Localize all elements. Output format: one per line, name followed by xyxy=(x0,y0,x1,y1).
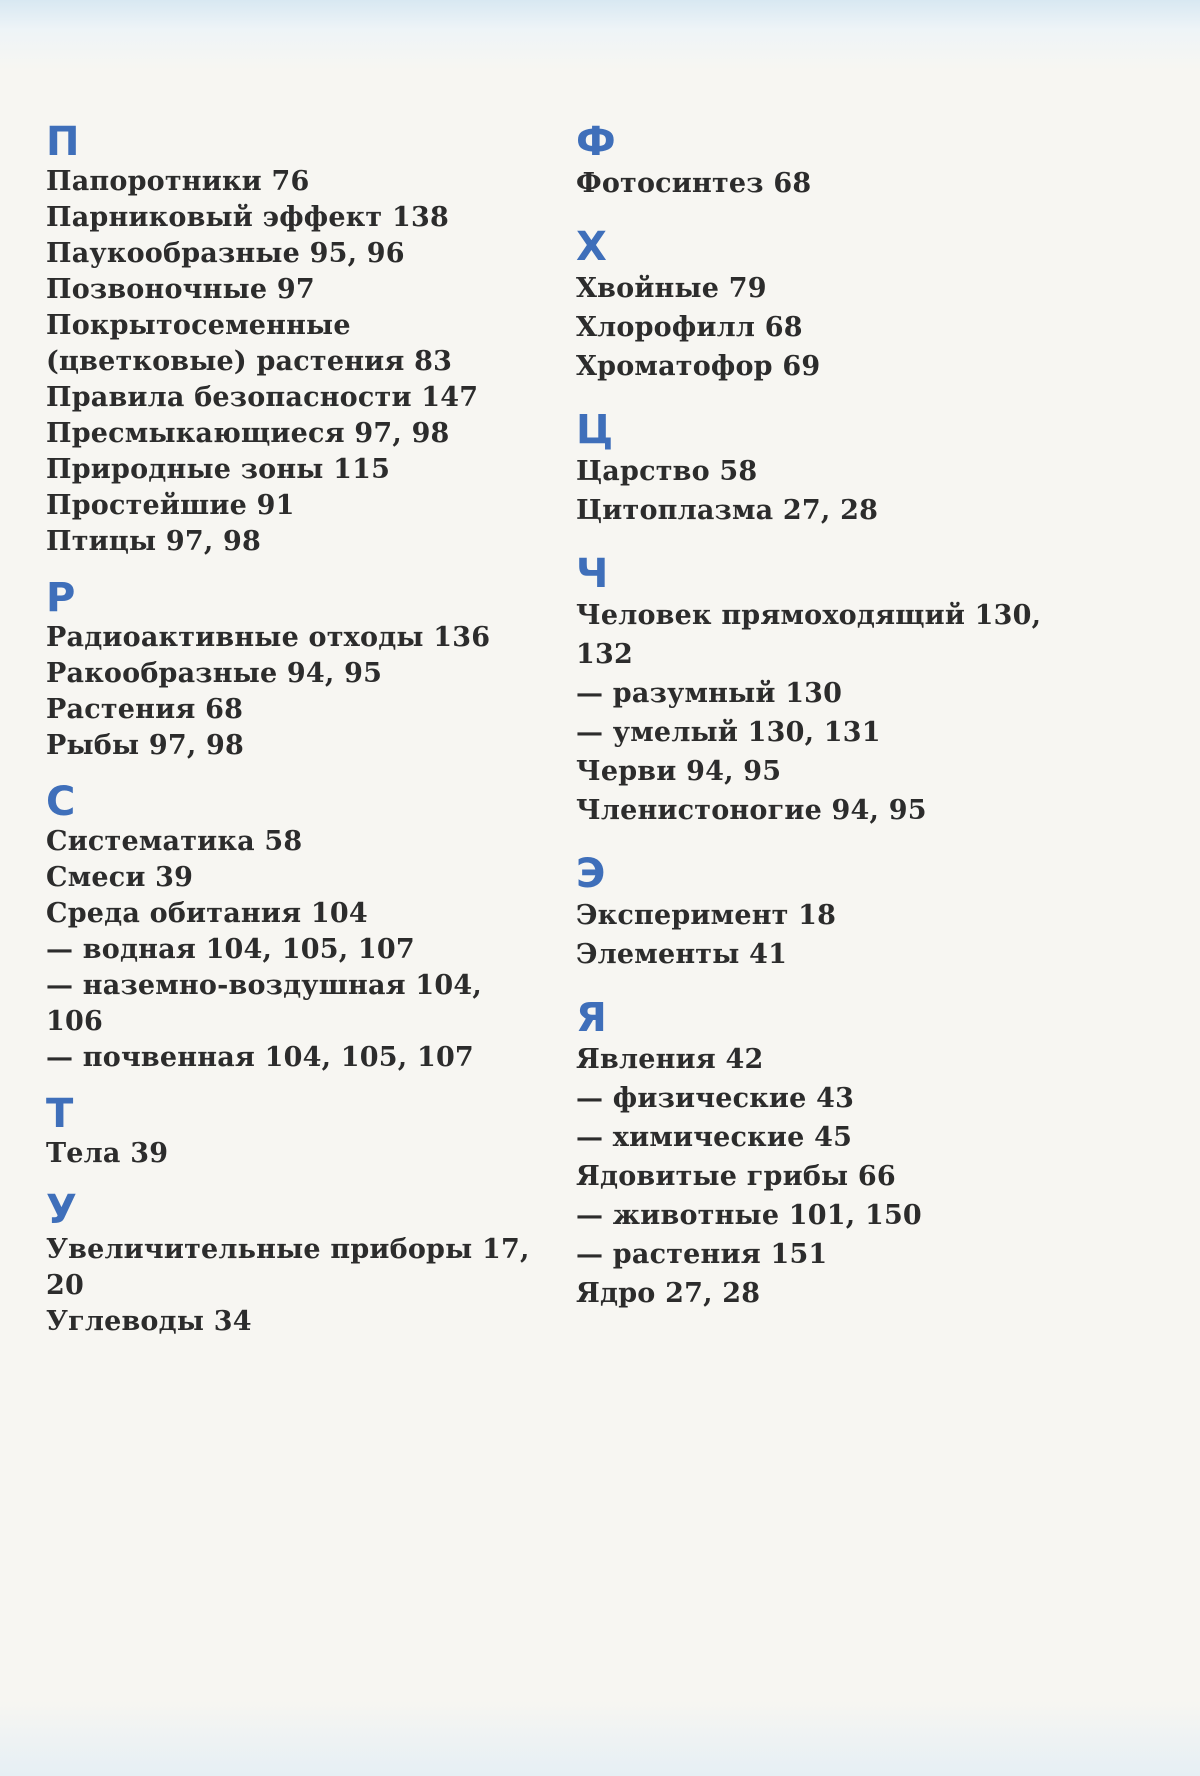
index-entry: Хлорофилл 68 xyxy=(576,312,803,343)
index-section-s xyxy=(46,778,566,1076)
index-section-ch xyxy=(576,550,1096,830)
index-entry: (цветковые) растения 83 xyxy=(46,346,453,377)
index-entry: — физические 43 xyxy=(576,1083,855,1114)
index-entry: Ракообразные 94, 95 xyxy=(46,658,383,689)
index-section-ts xyxy=(576,406,1096,530)
index-entry: 106 xyxy=(46,1006,103,1037)
index-column-left xyxy=(46,118,566,1340)
section-letter: С xyxy=(46,779,76,825)
index-entry: Цитоплазма 27, 28 xyxy=(576,495,879,526)
section-letter: Т xyxy=(46,1091,74,1137)
index-entry: Систематика 58 xyxy=(46,826,303,857)
index-entry: — химические 45 xyxy=(576,1122,853,1153)
section-letter: У xyxy=(46,1187,77,1233)
index-section-t xyxy=(46,1090,566,1172)
index-entry: Правила безопасности 147 xyxy=(46,382,479,413)
section-letter: Ц xyxy=(576,407,614,453)
section-letter: Х xyxy=(576,224,607,270)
index-entry: Человек прямоходящий 130, xyxy=(576,600,1042,631)
index-entry: Углеводы 34 xyxy=(46,1306,252,1337)
index-entry: Смеси 39 xyxy=(46,862,194,893)
index-entry: — умелый 130, 131 xyxy=(576,717,881,748)
index-entry: — наземно-воздушная 104, xyxy=(46,970,482,1001)
section-letter: Ч xyxy=(576,551,609,597)
index-entry: Радиоактивные отходы 136 xyxy=(46,622,491,653)
index-entry: — почвенная 104, 105, 107 xyxy=(46,1042,474,1073)
index-entry: Эксперимент 18 xyxy=(576,900,837,931)
index-entry: — животные 101, 150 xyxy=(576,1200,922,1231)
index-entry: Папоротники 76 xyxy=(46,166,310,197)
index-entry: Тела 39 xyxy=(46,1138,169,1169)
section-letter: П xyxy=(46,119,80,165)
section-letter: Я xyxy=(576,995,607,1041)
index-entry: Черви 94, 95 xyxy=(576,756,782,787)
index-section-u xyxy=(46,1186,566,1340)
index-entry: Парниковый эффект 138 xyxy=(46,202,449,233)
index-section-f xyxy=(576,118,1096,203)
index-entry: Паукообразные 95, 96 xyxy=(46,238,405,269)
index-entry: Ядовитые грибы 66 xyxy=(576,1161,896,1192)
index-entry: Явления 42 xyxy=(576,1044,764,1075)
index-entry: Ядро 27, 28 xyxy=(576,1278,761,1309)
index-entry: — водная 104, 105, 107 xyxy=(46,934,415,965)
index-entry: Позвоночные 97 xyxy=(46,274,315,305)
index-entry: Среда обитания 104 xyxy=(46,898,368,929)
index-entry: Рыбы 97, 98 xyxy=(46,730,244,761)
index-entry: Хвойные 79 xyxy=(576,273,767,304)
index-entry: Хроматофор 69 xyxy=(576,351,821,382)
index-entry: Фотосинтез 68 xyxy=(576,168,812,199)
index-column-right xyxy=(576,118,1096,1313)
index-entry: 132 xyxy=(576,639,633,670)
index-entry: Царство 58 xyxy=(576,456,758,487)
index-section-e xyxy=(576,850,1096,974)
index-entry: Увеличительные приборы 17, xyxy=(46,1234,530,1265)
section-letter: Э xyxy=(576,851,606,897)
index-entry: Птицы 97, 98 xyxy=(46,526,262,557)
index-entry: 20 xyxy=(46,1270,84,1301)
index-section-r xyxy=(46,574,566,764)
index-entry: Простейшие 91 xyxy=(46,490,295,521)
index-entry: Пресмыкающиеся 97, 98 xyxy=(46,418,450,449)
index-section-ya xyxy=(576,994,1096,1313)
section-letter: Р xyxy=(46,575,76,621)
index-entry: Элементы 41 xyxy=(576,939,788,970)
index-entry: — разумный 130 xyxy=(576,678,843,709)
index-entry: — растения 151 xyxy=(576,1239,828,1270)
index-entry: Природные зоны 115 xyxy=(46,454,391,485)
index-section-kh xyxy=(576,223,1096,386)
section-letter: Ф xyxy=(576,119,616,165)
index-section-p xyxy=(46,118,566,560)
index-entry: Членистоногие 94, 95 xyxy=(576,795,927,826)
index-entry: Растения 68 xyxy=(46,694,244,725)
index-entry: Покрытосеменные xyxy=(46,310,351,341)
